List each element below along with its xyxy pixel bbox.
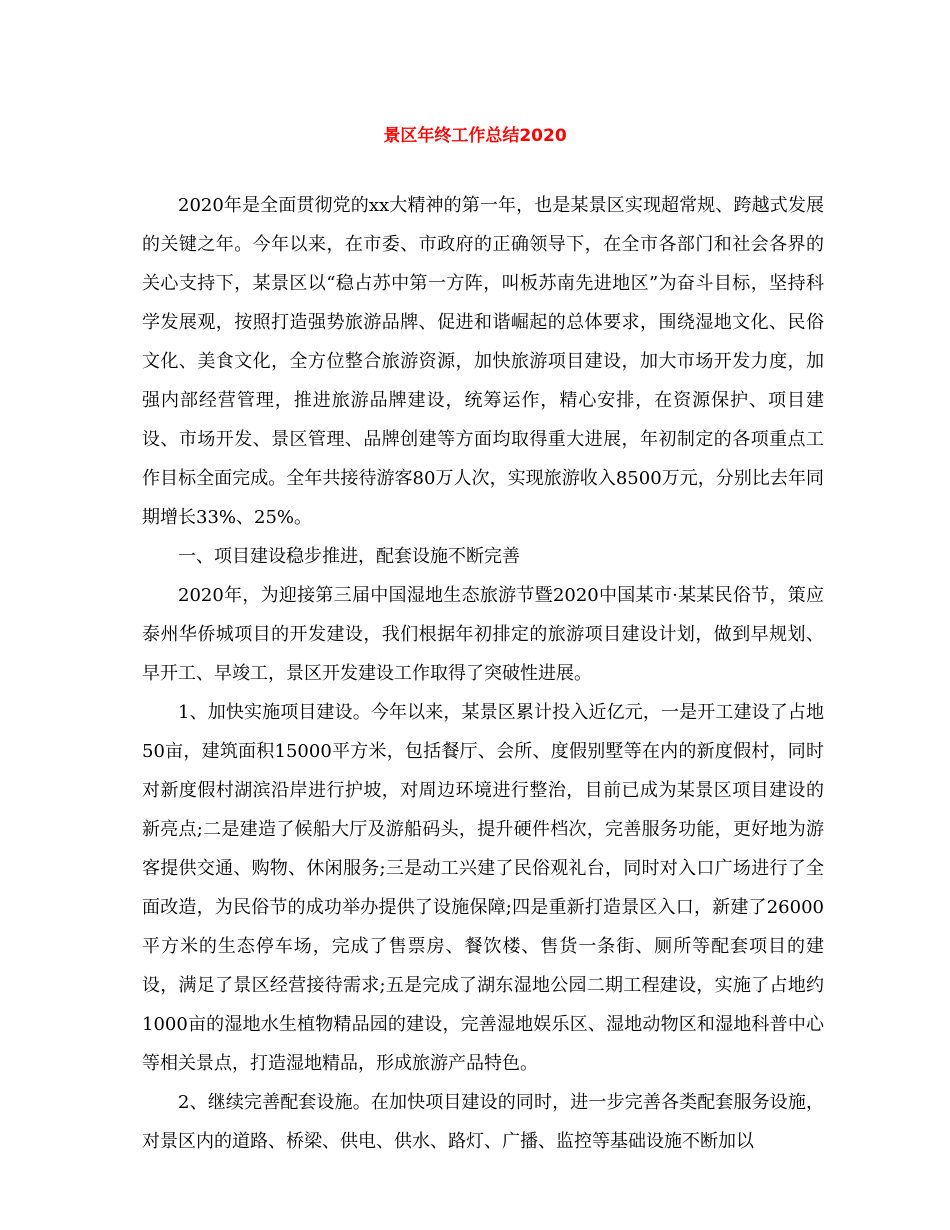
section-heading-1: 一、项目建设稳步推进，配套设施不断完善 (178, 546, 520, 567)
document-title: 景区年终工作总结2020 (383, 126, 567, 146)
paragraph-item-2: 2、继续完善配套设施。在加快项目建设的同时，进一步完善各类配套服务设施，对景区内的道路、桥梁、供电、供水、路灯、广播、监控等基础设施不断加以 (142, 1092, 824, 1152)
paragraph-intro: 2020年是全面贯彻党的xx大精神的第一年，也是某景区实现超常规、跨越式发展的关键之年。今年以来，在市委、市政府的正确领导下，在全市各部门和社会各界的关心支持下，某景区以“稳占苏中第一方阵，叫板苏南先进地区”为奋斗目标，坚持科学发展观，按照打造强势旅游品牌、促进和谐崛起的总体要求，围绕湿地文化、民俗文化、美食文化，全方位整合旅游资源，加快旅游项目建设，加大市场开发力度，加强内部经营管理，推进旅游品牌建设，统筹运作，精心安排，在资源保护、项目建设、市场开发、景区管理、品牌创建等方面均取得重大进展，年初制定的各项重点工作目标全面完成。全年共接待游客80万人次，实现旅游收入8500万元，分别比去年同期增长33%、25%。 (142, 195, 824, 528)
paragraph-section-1: 2020年，为迎接第三届中国湿地生态旅游节暨2020中国某市·某某民俗节，策应泰州华侨城项目的开发建设，我们根据年初排定的旅游项目建设计划，做到早规划、早开工、早竣工，景区开发建设工作取得了突破性进展。 (142, 585, 824, 684)
paragraph-item-1: 1、加快实施项目建设。今年以来，某景区累计投入近亿元，一是开工建设了占地50亩，建筑面积15000平方米，包括餐厅、会所、度假别墅等在内的新度假村，同时对新度假村湖滨沿岸进行护坡，对周边环境进行整治，目前已成为某景区项目建设的新亮点;二是建造了候船大厅及游船码头，提升硬件档次，完善服务功能，更好地为游客提供交通、购物、休闲服务;三是动工兴建了民俗观礼台，同时对入口广场进行了全面改造，为民俗节的成功举办提供了设施保障;四是重新打造景区入口，新建了26000平方米的生态停车场，完成了售票房、餐饮楼、售货一条街、厕所等配套项目的建设，满足了景区经营接待需求;五是完成了湖东湿地公园二期工程建设，实施了占地约1000亩的湿地水生植物精品园的建设，完善湿地娱乐区、湿地动物区和湿地科普中心等相关景点，打造湿地精品，形成旅游产品特色。 (142, 702, 824, 1074)
document-body (142, 186, 824, 1161)
